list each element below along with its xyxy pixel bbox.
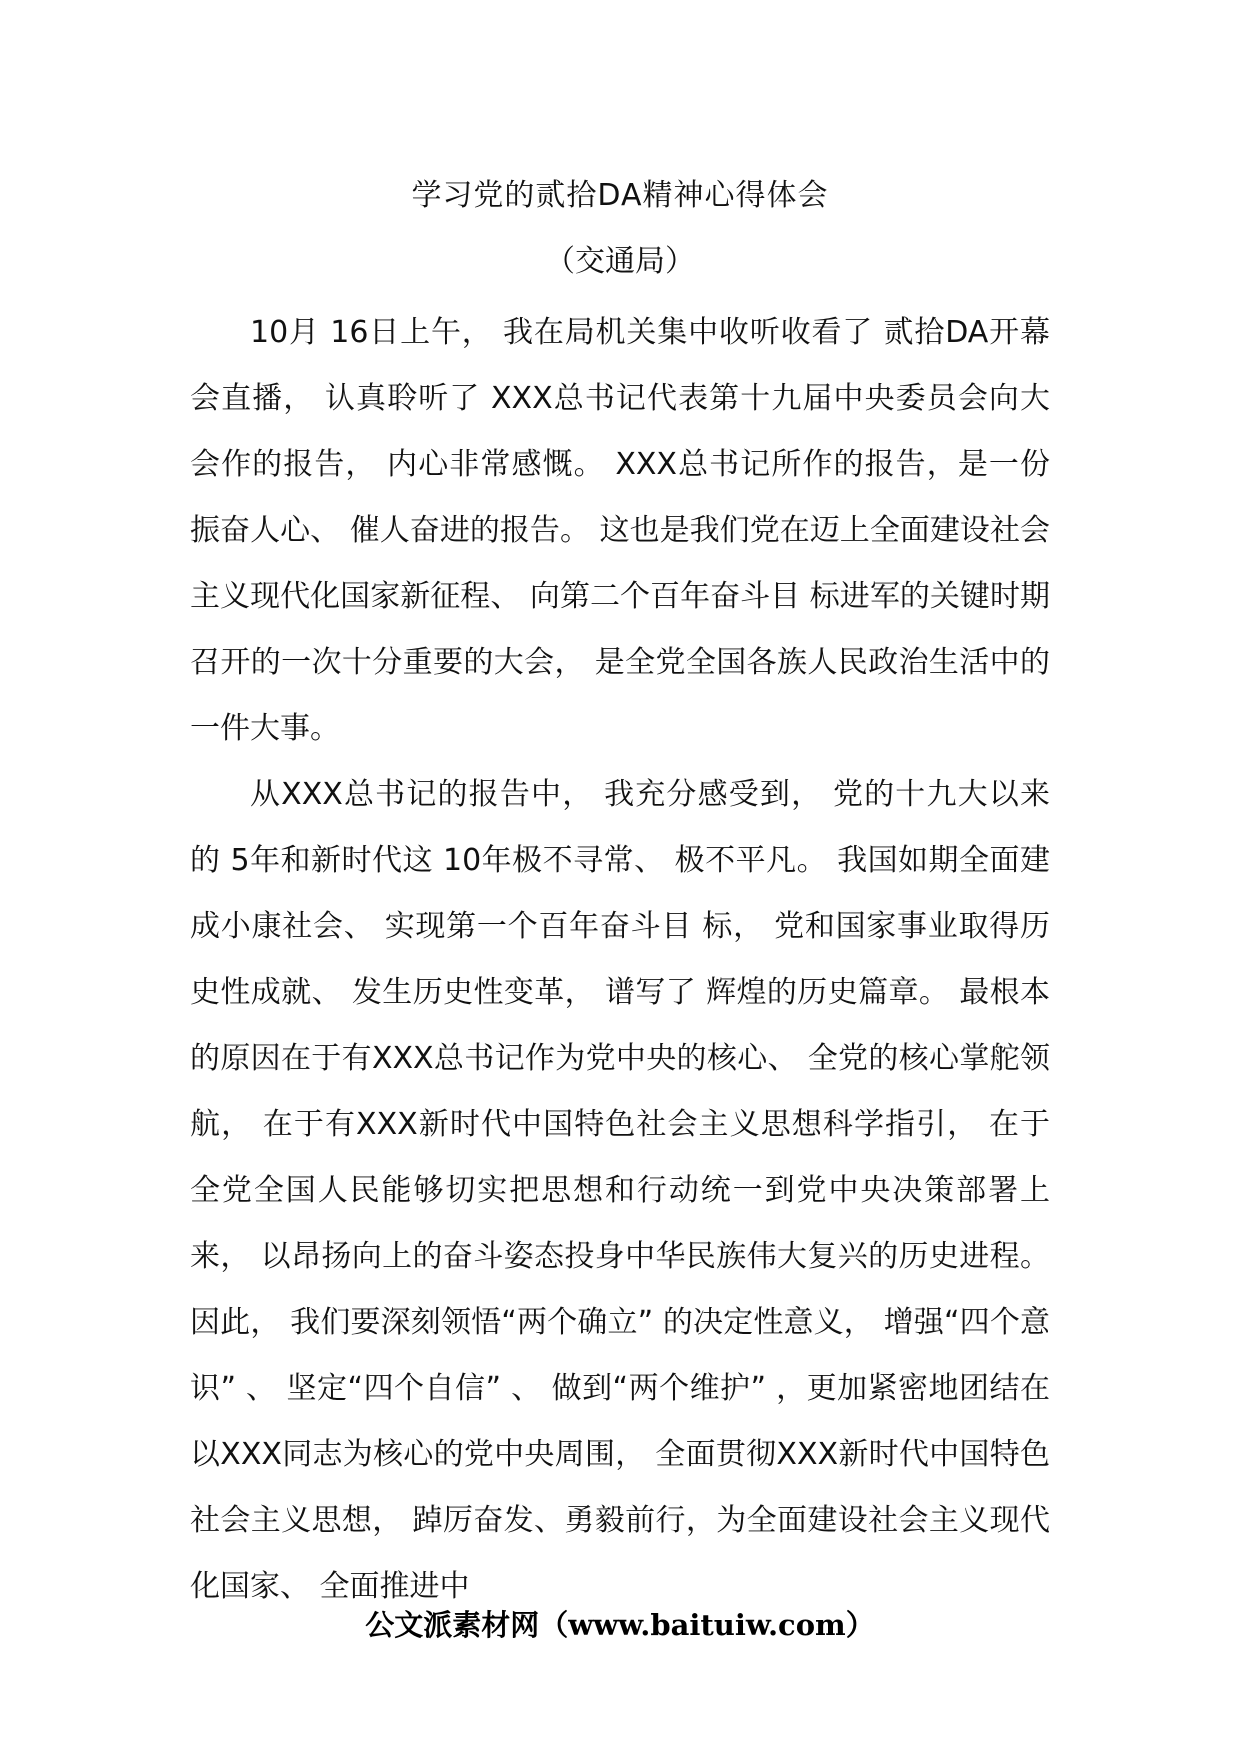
document-body [190, 300, 1050, 1620]
footer-watermark: 公文派素材网（www.baituiw.com） [365, 1608, 875, 1642]
document-title: 学习党的贰拾DA精神心得体会 [411, 178, 829, 213]
paragraph-1: 10月 16日上午， 我在局机关集中收听收看了 贰拾DA开幕会直播， 认真聆听了 XXX总书记代表第十九届中央委员会向大会作的报告， 内心非常感慨。 XXX总书记所作的报告，是一份振奋人心、 催人奋进的报告。 这也是我们党在迈上全面建设社会主义现代化国家新征程、 向第二个百年奋斗目 标进军的关键时期召开的一次十分重要的大会， 是全党全国各族人民政治生活中的一件大事。 [190, 315, 1050, 746]
document-subtitle: （交通局） [545, 244, 695, 279]
paragraph-2: 从XXX总书记的报告中， 我充分感受到， 党的十九大以来的 5年和新时代这 10年极不寻常、 极不平凡。 我国如期全面建成小康社会、 实现第一个百年奋斗目 标， 党和国家事业取得历史性成就、 发生历史性变革， 谱写了 辉煌的历史篇章。 最根本的原因在于有XXX总书记作为党中央的核心、 全党的核心掌舵领航， 在于有XXX新时代中国特色社会主义思想科学指引， 在于全党全国人民能够切实把思想和行动统一到党中央决策部署上来， 以昂扬向上的奋斗姿态投身中华民族伟大复兴的历史进程。 因此， 我们要深刻领悟“两个确立” 的决定性意义， 增强“四个意识” 、 坚定“四个自信” 、 做到“两个维护” ，更加紧密地团结在以XXX同志为核心的党中央周围， 全面贯彻XXX新时代中国特色社会主义思想， 踔厉奋发、勇毅前行，为全面建设社会主义现代化国家、 全面推进中 [190, 777, 1050, 1604]
